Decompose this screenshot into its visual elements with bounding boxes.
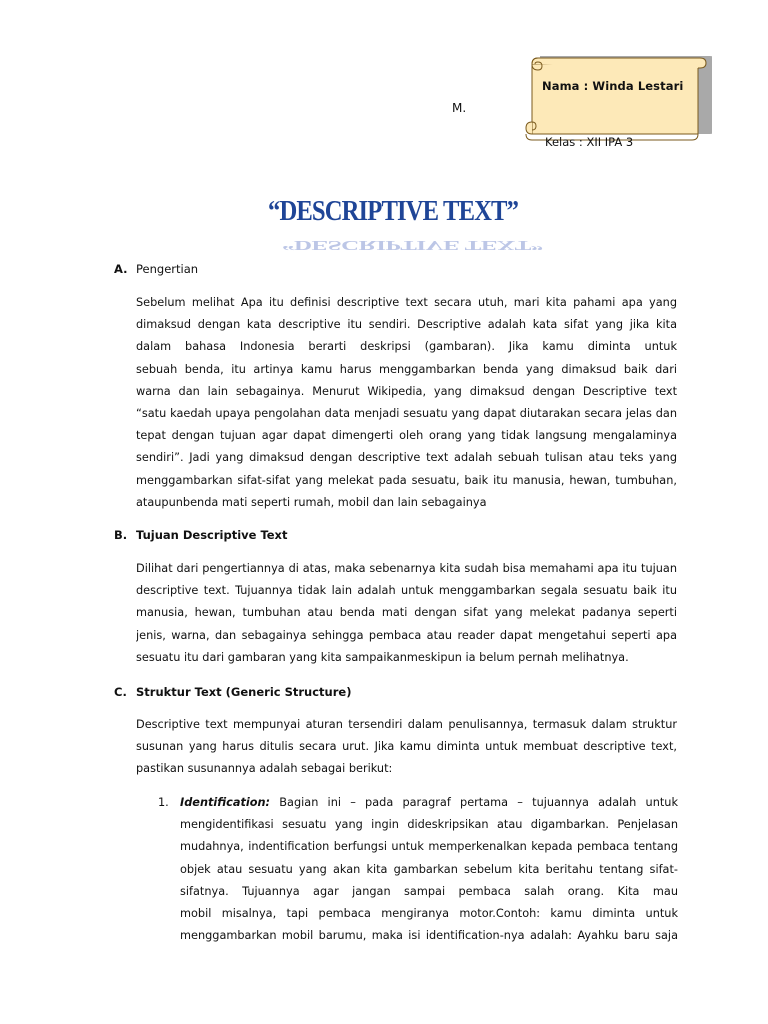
section-a-letter: A.: [114, 262, 128, 276]
name-scroll-card: [522, 46, 712, 142]
list-item-line: sifatnya. Tujuannya agar jangan sampai pembaca salah orang. Kita mau: [180, 884, 678, 898]
paragraph-line: manusia, hewan, tumbuhan atau benda mati dengan sifat yang melekat padanya seperti: [136, 606, 677, 620]
section-c-heading: [114, 685, 351, 699]
list-item-line: mobil misalnya, tapi pembaca mengiranya motor.Contoh: kamu diminta untuk: [180, 906, 678, 920]
list-item-line: mudahnya, indentification berfungsi untuk memperkenalkan kepada pembaca tentang: [180, 840, 678, 854]
paragraph-line: warna dan lain sebagainya. Menurut Wikipedia, yang dimaksud dengan Descriptive text: [136, 384, 677, 398]
paragraph-line: dimaksud dengan kata descriptive itu sendiri. Descriptive adalah kata sifat yang jika kita: [136, 318, 677, 332]
paragraph-line: menggambarkan sifat-sifat yang melekat pada sesuatu, baik itu manusia, hewan, tumbuhan,: [136, 473, 677, 487]
paragraph-line: Dilihat dari pengertiannya di atas, maka sebenarnya kita sudah bisa memahami apa itu tujuan: [136, 562, 677, 575]
paragraph-line: Descriptive text mempunyai aturan tersendiri dalam penulisannya, termasuk dalam struktur: [136, 718, 677, 731]
paragraph-line: dalam bahasa Indonesia berarti deskripsi (gambaran). Jika kamu diminta untuk: [136, 340, 677, 354]
section-c-title: Struktur Text (Generic Structure): [136, 685, 352, 699]
section-c-letter: C.: [114, 685, 127, 699]
paragraph-line: jenis, warna, dan sebagainya sehingga pembaca atau reader dapat mengetahui seperti apa: [136, 628, 677, 642]
paragraph-line: tepat dengan tujuan agar dapat dimengerti oleh orang yang tidak langsung mengalaminya: [136, 429, 677, 443]
paragraph-line: sesuatu itu dari gambaran yang kita sampaikanmeskipun ia belum pernah melihatnya.: [136, 650, 629, 664]
list-item-line: mengidentifikasi sesuatu yang ingin dideskripsikan atau digambarkan. Penjelasan: [180, 818, 678, 832]
page-title-block: [262, 196, 543, 253]
paragraph-line: pastikan susunannya adalah sebagai berikut:: [136, 762, 393, 776]
paragraph-line: “satu kaedah upaya pengolahan data menjadi sesuatu yang dapat diutarakan secara jelas dan: [136, 406, 677, 420]
section-a-heading: [114, 262, 198, 276]
list-item-line: menggambarkan mobil barumu, maka isi identification-nya adalah: Ayahku baru saja: [180, 929, 678, 943]
paragraph-line: sebuah benda, itu artinya kamu harus menggambarkan benda yang dimaksud baik dari: [136, 362, 677, 376]
section-a-title: Pengertian: [136, 262, 199, 276]
m-label: M.: [452, 101, 467, 115]
list-item-first-line: [180, 792, 678, 814]
paragraph-line: sendiri”. Jadi yang dimaksud dengan descriptive text adalah sebuah tulisan atau teks yang: [136, 451, 677, 465]
class-label: Kelas : XII IPA 3: [545, 135, 634, 149]
section-b-paragraph: [136, 558, 677, 669]
section-b-title: Tujuan Descriptive Text: [136, 528, 288, 542]
title-reflection: “DESCRIPTIVE TEXT”: [282, 237, 543, 253]
list-item-number: 1.: [158, 796, 169, 809]
list-item-term: Identification:: [180, 796, 271, 809]
section-a-paragraph: [136, 292, 677, 514]
list-item-line: objek atau sesuatu yang akan kita gambarkan sebelum kita beritahu tentang sifat-: [180, 862, 678, 876]
section-b-letter: B.: [114, 528, 128, 542]
paragraph-line: susunan yang harus ditulis secara urut. Jika kamu diminta untuk membuat descriptive text,: [136, 740, 677, 754]
list-item-first-text: Bagian ini – pada paragraf pertama – tujuannya adalah untuk: [270, 796, 678, 809]
list-item-body: [180, 792, 678, 947]
paragraph-line: Sebelum melihat Apa itu definisi descriptive text secara utuh, mari kita pahami apa yang: [136, 296, 677, 309]
paragraph-line: ataupunbenda mati seperti rumah, mobil dan lain sebagainya: [136, 495, 487, 509]
paragraph-line: descriptive text. Tujuannya tidak lain adalah untuk menggambarkan segala sesuatu baik itu: [136, 584, 677, 598]
student-name: Nama : Winda Lestari: [542, 79, 684, 93]
section-c-paragraph: [136, 714, 677, 781]
section-b-heading: [114, 528, 287, 542]
page-title: “DESCRIPTIVE TEXT”: [268, 196, 519, 227]
scroll-shape: [522, 46, 712, 142]
